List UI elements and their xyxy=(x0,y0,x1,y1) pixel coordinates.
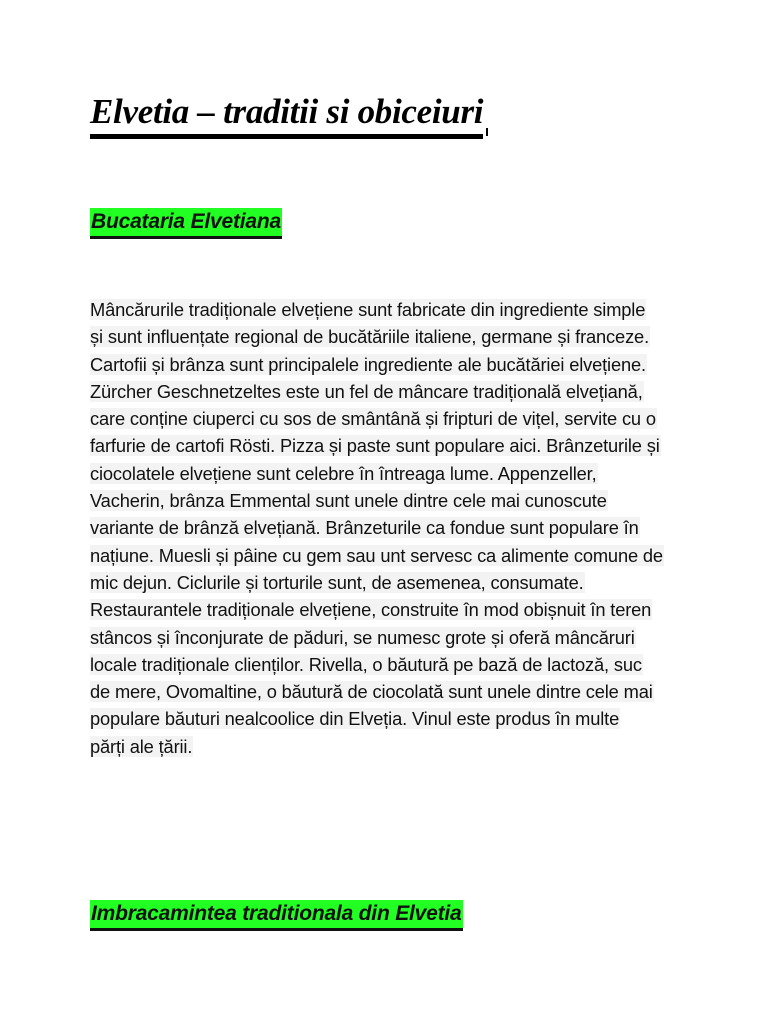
paragraph-line: locale tradiționale clienților. Rivella, o băutură pe bază de lactoză, suc xyxy=(90,653,642,675)
title-block xyxy=(90,92,483,139)
paragraph-line: populare băuturi nealcoolice din Elveția. Vinul este produs în multe xyxy=(90,708,620,730)
paragraph-line: mic dejun. Ciclurile și torturile sunt, de asemenea, consumate. xyxy=(90,571,584,593)
cuisine-paragraph xyxy=(90,296,690,760)
paragraph-line: stâncos și înconjurate de păduri, se numesc grote și oferă mâncăruri xyxy=(90,626,635,648)
paragraph-line: și sunt influențate regional de bucătăriile italiene, germane și franceze. xyxy=(90,326,650,348)
paragraph-line: de mere, Ovomaltine, o băutură de ciocolată sunt unele dintre cele mai xyxy=(90,681,653,703)
text-cursor-mark xyxy=(486,128,488,136)
paragraph-line: variante de brânză elvețiană. Brânzeturile ca fondue sunt populare în xyxy=(90,517,639,539)
paragraph-line: Restaurantele tradiționale elvețiene, construite în mod obișnuit în teren xyxy=(90,599,652,621)
paragraph-line: care conține ciuperci cu sos de smântână și fripturi de vițel, servite cu o xyxy=(90,408,656,430)
section-heading-clothing: Imbracamintea traditionala din Elvetia xyxy=(90,900,463,931)
paragraph-line: Vacherin, brânza Emmental sunt unele dintre cele mai cunoscute xyxy=(90,490,607,512)
paragraph-line: părți ale țării. xyxy=(90,735,193,757)
paragraph-line: Zürcher Geschnetzeltes este un fel de mâncare tradițională elvețiană, xyxy=(90,380,643,402)
paragraph-line: națiune. Muesli și pâine cu gem sau unt servesc ca alimente comune de xyxy=(90,544,663,566)
paragraph-line: ciocolatele elvețiene sunt celebre în întreaga lume. Appenzeller, xyxy=(90,462,597,484)
document-title: Elvetia – traditii si obiceiuri xyxy=(90,92,483,139)
paragraph-line: Mâncărurile tradiționale elvețiene sunt fabricate din ingrediente simple xyxy=(90,299,646,320)
section-heading-cuisine: Bucataria Elvetiana xyxy=(90,208,282,239)
paragraph-line: Cartofii și brânza sunt principalele ingrediente ale bucătăriei elvețiene. xyxy=(90,353,646,375)
paragraph-line: farfurie de cartofi Rösti. Pizza și paste sunt populare aici. Brânzeturile și xyxy=(90,435,660,457)
